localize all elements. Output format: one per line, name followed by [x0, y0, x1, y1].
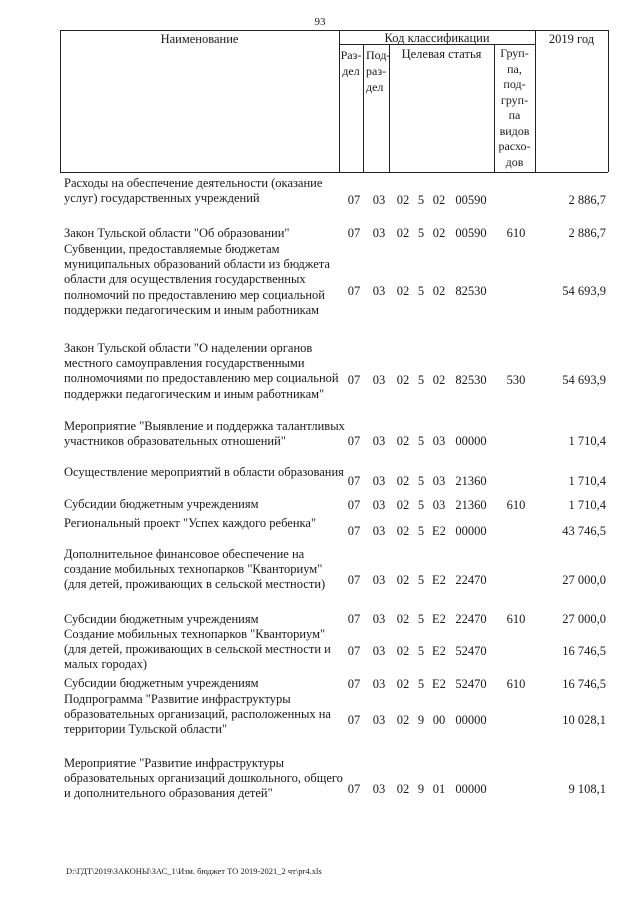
row-code-cs2: 5 [417, 226, 425, 240]
row-code-cs1: 02 [396, 434, 410, 448]
row-code-cs2: 5 [417, 373, 425, 387]
row-code-cs2: 9 [417, 782, 425, 796]
row-code-pr: 03 [372, 226, 386, 240]
row-code-cs3: 01 [432, 782, 446, 796]
row-code-cs1: 02 [396, 524, 410, 538]
row-amount: 1 710,4 [568, 434, 606, 448]
row-name: Расходы на обеспечение деятельности (оказание услуг) государственных учреждений [64, 176, 323, 206]
row-code-cs3: 02 [432, 284, 446, 298]
row-code-cs3: 02 [432, 373, 446, 387]
header-subsection: Под- раз- дел [366, 48, 391, 94]
row-amount: 16 746,5 [562, 644, 606, 658]
row-code-rz: 07 [347, 612, 361, 626]
row-amount: 1 710,4 [568, 474, 606, 488]
row-code-rz: 07 [347, 474, 361, 488]
row-name: Мероприятие "Выявление и поддержка талантливых участников образовательных отношений" [64, 419, 345, 449]
row-code-rz: 07 [347, 373, 361, 387]
header-code-group: Код классификации [384, 31, 490, 45]
row-code-cs4: 00000 [455, 782, 487, 796]
row-name: Субсидии бюджетным учреждениям [64, 612, 259, 626]
row-name: Создание мобильных технопарков "Кванториум" (для детей, проживающих в сельской местности и малых городах) [64, 627, 331, 672]
row-code-cs4: 00590 [455, 193, 487, 207]
row-code-cs2: 9 [417, 713, 425, 727]
row-code-rz: 07 [347, 573, 361, 587]
row-code-cs4: 00000 [455, 434, 487, 448]
row-amount: 2 886,7 [568, 193, 606, 207]
header-bottom-border [60, 172, 608, 173]
header-code-divider [535, 30, 536, 172]
row-code-cs3: 03 [432, 434, 446, 448]
row-code-cs3: E2 [432, 524, 446, 538]
row-code-pr: 03 [372, 677, 386, 691]
row-amount: 54 693,9 [562, 373, 606, 387]
row-code-rz: 07 [347, 524, 361, 538]
row-code-cs3: E2 [432, 644, 446, 658]
row-code-cs1: 02 [396, 193, 410, 207]
row-code-cs1: 02 [396, 373, 410, 387]
row-code-cs2: 5 [417, 612, 425, 626]
row-code-pr: 03 [372, 474, 386, 488]
header-group-line: груп- [500, 92, 529, 107]
row-code-cs3: 03 [432, 498, 446, 512]
row-code-pr: 03 [372, 373, 386, 387]
row-code-cs2: 5 [417, 284, 425, 298]
row-code-cs4: 52470 [455, 677, 487, 691]
row-code-cs4: 21360 [455, 498, 487, 512]
row-code-cs3: 02 [432, 193, 446, 207]
row-code-cs4: 22470 [455, 573, 487, 587]
row-code-vr: 610 [506, 612, 526, 626]
header-right-border [608, 30, 609, 172]
page-number: 93 [314, 16, 326, 28]
row-name: Осуществление мероприятий в области образования [64, 465, 344, 479]
row-amount: 10 028,1 [562, 713, 606, 727]
row-code-vr: 610 [506, 498, 526, 512]
row-code-cs1: 02 [396, 644, 410, 658]
row-code-rz: 07 [347, 782, 361, 796]
row-code-cs3: 03 [432, 474, 446, 488]
row-name: Субвенции, предоставляемые бюджетам муниципальных образований области из бюджета области для осуществления государственных полномочий по предоставлению мер социальной поддержки педагогическим и иным работникам [64, 242, 330, 317]
row-code-cs2: 5 [417, 524, 425, 538]
row-code-cs1: 02 [396, 284, 410, 298]
row-code-cs1: 02 [396, 498, 410, 512]
header-group-line: под- [503, 77, 526, 91]
row-code-pr: 03 [372, 434, 386, 448]
row-code-pr: 03 [372, 612, 386, 626]
row-name: Закон Тульской области "Об образовании" [64, 226, 290, 240]
row-code-cs3: E2 [432, 612, 446, 626]
header-group [494, 46, 535, 170]
row-amount: 27 000,0 [562, 612, 606, 626]
header-group-line: видов [499, 123, 530, 138]
row-code-cs3: E2 [432, 677, 446, 691]
row-code-rz: 07 [347, 193, 361, 207]
row-code-rz: 07 [347, 226, 361, 240]
header-group-line: дов [505, 154, 524, 169]
row-code-rz: 07 [347, 434, 361, 448]
row-amount: 16 746,5 [562, 677, 606, 691]
header-year: 2019 год [548, 32, 595, 46]
row-code-cs4: 21360 [455, 474, 487, 488]
row-amount: 9 108,1 [568, 782, 606, 796]
row-code-rz: 07 [347, 498, 361, 512]
header-section: Раз- дел [340, 48, 362, 78]
row-code-cs4: 00590 [455, 226, 487, 240]
row-amount: 27 000,0 [562, 573, 606, 587]
row-code-cs1: 02 [396, 474, 410, 488]
row-code-rz: 07 [347, 284, 361, 298]
row-code-pr: 03 [372, 782, 386, 796]
header-left-border [60, 30, 61, 172]
row-code-cs1: 02 [396, 782, 410, 796]
row-code-cs1: 02 [396, 713, 410, 727]
row-code-cs3: E2 [432, 573, 446, 587]
row-name: Субсидии бюджетным учреждениям [64, 676, 259, 690]
row-code-cs4: 00000 [455, 524, 487, 538]
row-code-pr: 03 [372, 193, 386, 207]
header-group-line: Груп- [500, 46, 529, 60]
row-code-cs4: 22470 [455, 612, 487, 626]
row-code-pr: 03 [372, 713, 386, 727]
header-group-line: па [508, 108, 521, 122]
row-code-cs2: 5 [417, 498, 425, 512]
row-code-cs1: 02 [396, 612, 410, 626]
row-name: Мероприятие "Развитие инфраструктуры образовательных организаций дошкольного, общего и дополнительного образования детей" [64, 756, 343, 801]
row-amount: 54 693,9 [562, 284, 606, 298]
row-code-cs1: 02 [396, 226, 410, 240]
header-group-line: па, [507, 61, 522, 76]
row-code-pr: 03 [372, 284, 386, 298]
row-code-cs2: 5 [417, 573, 425, 587]
row-code-cs2: 5 [417, 644, 425, 658]
file-path-footer: D:\ГДТ\2019\ЗАКОНЫ\ЗАС_1\Изм. бюджет ТО 2019-2021_2 чт\pr4.xls [66, 866, 322, 876]
row-amount: 1 710,4 [568, 498, 606, 512]
row-code-pr: 03 [372, 573, 386, 587]
row-code-rz: 07 [347, 644, 361, 658]
row-code-cs2: 5 [417, 677, 425, 691]
row-code-cs4: 82530 [455, 373, 487, 387]
row-code-vr: 610 [506, 226, 526, 240]
row-code-cs4: 52470 [455, 644, 487, 658]
row-code-pr: 03 [372, 524, 386, 538]
row-code-rz: 07 [347, 677, 361, 691]
row-code-rz: 07 [347, 713, 361, 727]
row-name: Дополнительное финансовое обеспечение на создание мобильных технопарков "Кванториум" (для детей, проживающих в сельской местности) [64, 547, 326, 592]
row-code-cs4: 82530 [455, 284, 487, 298]
row-name: Региональный проект "Успех каждого ребенка" [64, 516, 317, 530]
row-code-cs2: 5 [417, 193, 425, 207]
row-code-cs3: 00 [432, 713, 446, 727]
row-code-cs1: 02 [396, 573, 410, 587]
row-name: Субсидии бюджетным учреждениям [64, 497, 259, 511]
row-name: Подпрограмма "Развитие инфраструктуры образовательных организаций, расположенных на территории Тульской области" [64, 692, 331, 737]
row-code-vr: 530 [506, 373, 526, 387]
row-code-cs2: 5 [417, 474, 425, 488]
row-code-pr: 03 [372, 644, 386, 658]
row-code-cs3: 02 [432, 226, 446, 240]
row-code-cs4: 00000 [455, 713, 487, 727]
row-name: Закон Тульской области "О наделении органов местного самоуправления государственными полномочиями по предоставлению мер социальной поддержки педагогическим и иным работникам" [64, 341, 339, 401]
header-group-line: расхо- [498, 139, 531, 153]
header-target: Целевая статья [401, 47, 482, 61]
row-amount: 43 746,5 [562, 524, 606, 538]
row-code-pr: 03 [372, 498, 386, 512]
row-code-cs2: 5 [417, 434, 425, 448]
row-amount: 2 886,7 [568, 226, 606, 240]
row-code-cs1: 02 [396, 677, 410, 691]
row-code-vr: 610 [506, 677, 526, 691]
header-name: Наименование [160, 32, 239, 46]
